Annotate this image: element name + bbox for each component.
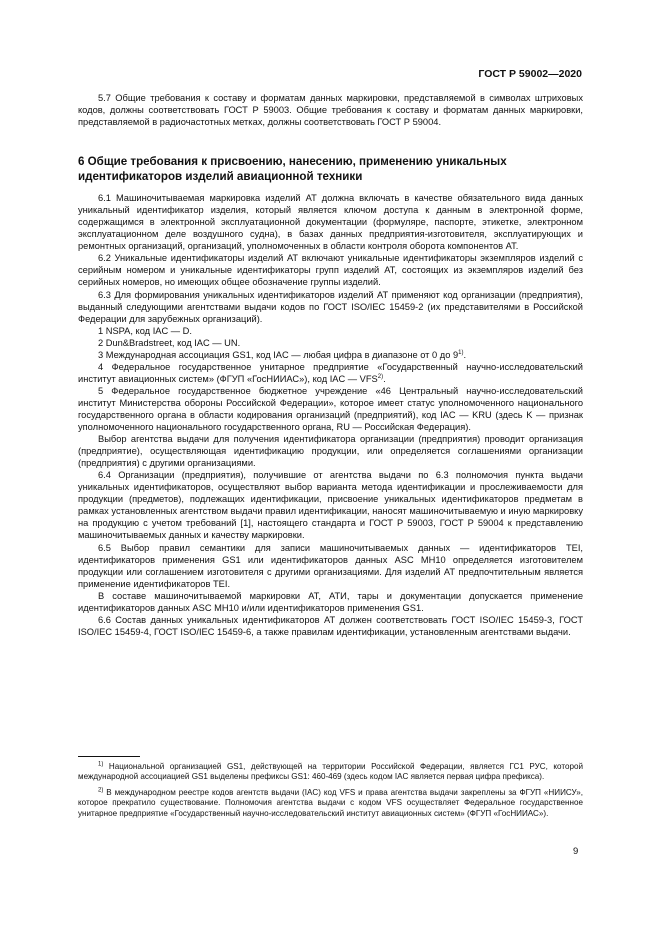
footnote-2 xyxy=(78,788,583,819)
list-item-gs1-text: 3 Международная ассоциация GS1, код IAC — любая цифра в диапазоне от 0 до 9 xyxy=(98,349,459,360)
list-item-gs1 xyxy=(78,349,583,361)
footnote-1-mark: 1) xyxy=(98,761,104,768)
document-header: ГОСТ Р 59002—2020 xyxy=(478,68,582,80)
section-6-title: 6 Общие требования к присвоению, нанесению, применению уникальных идентификаторов изделий авиационной техники xyxy=(78,155,507,184)
list-item-gs1-end: . xyxy=(463,349,467,360)
list-item-gosniias-text: 4 Федеральное государственное унитарное предприятие «Государственный научно-исследовательский институт авиационных систем» (ФГУП «ГосНИИАС»), код IAC — VFS xyxy=(78,361,583,384)
document-body xyxy=(78,92,583,638)
paragraph-6-2: 6.2 Уникальные идентификаторы изделий АТ включают уникальные идентификаторы экземпляров изделий с серийным номером и уникальные идентификаторы групп изделий АТ, состоящих из экземпляров изделий без серийных номеров, но имеющих общее обозначение группы изделий. xyxy=(78,253,583,288)
list-item-gosniias-end: . xyxy=(383,373,386,384)
footnote-2-text: В международном реестре кодов агентств выдачи (IAC) код VFS и права агентства выдачи закреплены за ФГУП «НИИСУ», которое прекратило существование. Полномочия агентства выдачи с кодом VFS осуществляет Федеральное государственное унитарное предприятие «Государственный научно-исследовательский институт авиационных систем» (ФГУП «ГосНИИАС»). xyxy=(78,787,583,818)
list-item-dnb: 2 Dun&Bradstreet, код IAC — UN. xyxy=(98,337,241,348)
footnote-1-text: Национальной организацией GS1, действующей на территории Российской Федерации, является ГС1 РУС, которой международной ассоциацией GS1 выделены префиксы GS1: 460-469 (здесь кодом IAC является первая цифра префикса). xyxy=(78,762,583,782)
paragraph-6-5: 6.5 Выбор правил семантики для записи машиночитываемых данных — идентификаторов TEI, идентификаторов применения GS1 или идентификаторов данных ASC MH10 определяется изготовителем продукции или соглашением изготовителя с другими организациями. Для изделий АТ предпочтительным является применение идентификаторов TEI. xyxy=(78,542,583,589)
paragraph-agency-choice: Выбор агентства выдачи для получения идентификатора организации (предприятия) проводит организация (предприятие), осуществляющая идентификацию продукции, или определяется соглашениями организации (предприятия) с другими организациями. xyxy=(78,434,583,469)
paragraph-5-7: 5.7 Общие требования к составу и форматам данных маркировки, представляемой в символах штриховых кодов, должны соответствовать ГОСТ Р 59003. Общие требования к составу и форматам данных маркировки, представляемой в радиочастотных метках, должны соответствовать ГОСТ Р 59004. xyxy=(78,93,583,128)
list-item-nspa: 1 NSPA, код IAC — D. xyxy=(98,325,192,336)
footnote-1 xyxy=(78,762,583,783)
paragraph-6-3: 6.3 Для формирования уникальных идентификаторов изделий АТ применяют код организации (предприятия), выданный следующими агентствами выдачи кодов по ГОСТ ISO/IEC 15459-2 (их представителями в Российской Федерации для зарубежных организаций). xyxy=(78,289,583,324)
list-item-46-cniii: 5 Федеральное государственное бюджетное учреждение «46 Центральный научно-исследовательский институт Министерства обороны Российской Федерации», которое имеет статус уполномоченного национального государственного органа в области кодирования организаций (предприятий), код IAC — KRU (здесь K — признак уполномоченного национального государственного органа, RU — Российская Федерация). xyxy=(78,385,583,433)
list-item-gosniias xyxy=(78,361,583,385)
footnote-ref-1[interactable]: 1) xyxy=(458,349,464,356)
paragraph-6-1: 6.1 Машиночитываемая маркировка изделий АТ должна включать в качестве обязательного вида данных уникальный идентификатор изделия, который является ключом доступа к данным в электронной форме, содержащимся в электронной эксплуатационной документации (формуляре, паспорте, этикетке, электронном эксплуатационном деле воздушного судна), в базах данных предприятия-изготовителя, эксплуатирующих и ремонтных организаций, организаций, уполномоченных в области контроля оборота компонентов АТ. xyxy=(78,193,583,252)
footnotes xyxy=(78,762,583,824)
paragraph-composition: В составе машиночитываемой маркировки АТ, АТИ, тары и документации допускается применение идентификаторов данных ASC MH10 и/или идентификаторов применения GS1. xyxy=(78,590,583,613)
footnote-divider xyxy=(78,756,140,757)
footnote-2-mark: 2) xyxy=(98,787,104,794)
paragraph-6-4: 6.4 Организации (предприятия), получившие от агентства выдачи по 6.3 полномочия пункта выдачи уникальных идентификаторов, осуществляют выбор варианта метода идентификации и прослеживаемости для продукции (предметов), подлежащих идентификации, присвоение уникальных идентификаторов предметам в рамках установленных агентством выдачи правил идентификации, наносят машиночитываемую и иную маркировку на продукцию с учетом требований [1], настоящего стандарта и ГОСТ Р 59003, ГОСТ Р 59004 к представлению машиночитываемых данных и качеству маркировки. xyxy=(78,470,583,541)
footnote-ref-2[interactable]: 2) xyxy=(377,373,384,380)
page-number: 9 xyxy=(573,846,579,857)
paragraph-6-6: 6.6 Состав данных уникальных идентификаторов АТ должен соответствовать ГОСТ ISO/IEC 15459-3, ГОСТ ISO/IEC 15459-4, ГОСТ ISO/IEC 15459-6, а также правилам идентификации, установленным агентствами выдачи. xyxy=(78,614,583,637)
